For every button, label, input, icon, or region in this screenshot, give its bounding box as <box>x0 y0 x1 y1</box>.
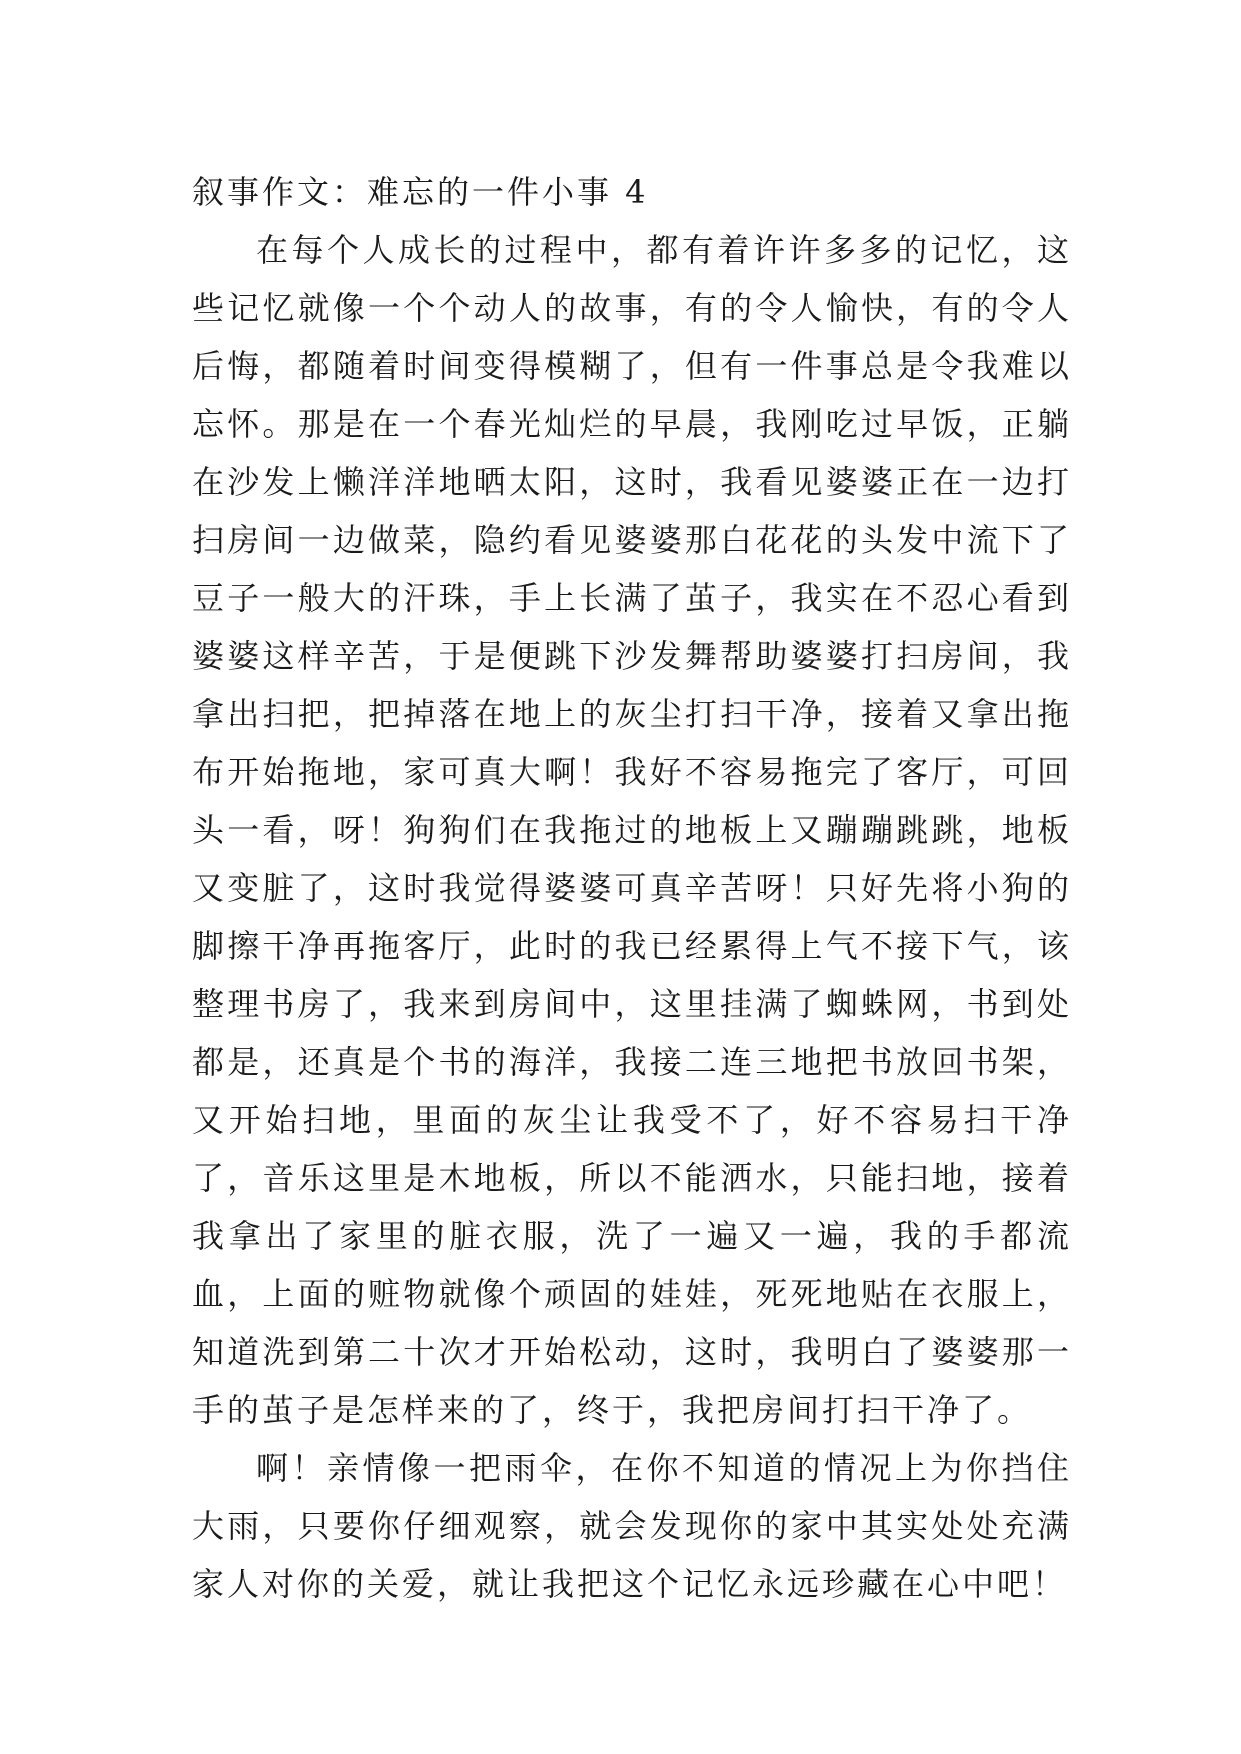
document-body <box>192 163 1072 1613</box>
paragraph-2: 啊！亲情像一把雨伞，在你不知道的情况上为你挡住大雨，只要你仔细观察，就会发现你的家中其实处处充满家人对你的关爱，就让我把这个记忆永远珍藏在心中吧！ <box>192 1449 1072 1603</box>
paragraph-1: 在每个人成长的过程中，都有着许许多多的记忆，这些记忆就像一个个动人的故事，有的令人愉快，有的令人后悔，都随着时间变得模糊了，但有一件事总是令我难以忘怀。那是在一个春光灿烂的早晨，我刚吃过早饭，正躺在沙发上懒洋洋地晒太阳，这时，我看见婆婆正在一边打扫房间一边做菜，隐约看见婆婆那白花花的头发中流下了豆子一般大的汗珠，手上长满了茧子，我实在不忍心看到婆婆这样辛苦，于是便跳下沙发舞帮助婆婆打扫房间，我拿出扫把，把掉落在地上的灰尘打扫干净，接着又拿出拖布开始拖地，家可真大啊！我好不容易拖完了客厅，可回头一看，呀！狗狗们在我拖过的地板上又蹦蹦跳跳，地板又变脏了，这时我觉得婆婆可真辛苦呀！只好先将小狗的脚擦干净再拖客厅，此时的我已经累得上气不接下气，该整理书房了，我来到房间中，这里挂满了蜘蛛网，书到处都是，还真是个书的海洋，我接二连三地把书放回书架，又开始扫地，里面的灰尘让我受不了，好不容易扫干净了，音乐这里是木地板，所以不能洒水，只能扫地，接着我拿出了家里的脏衣服，洗了一遍又一遍，我的手都流血，上面的赃物就像个顽固的娃娃，死死地贴在衣服上，知道洗到第二十次才开始松动，这时，我明白了婆婆那一手的茧子是怎样来的了，终于，我把房间打扫干净了。 <box>192 231 1072 1429</box>
document-title: 叙事作文：难忘的一件小事 4 <box>192 173 649 211</box>
